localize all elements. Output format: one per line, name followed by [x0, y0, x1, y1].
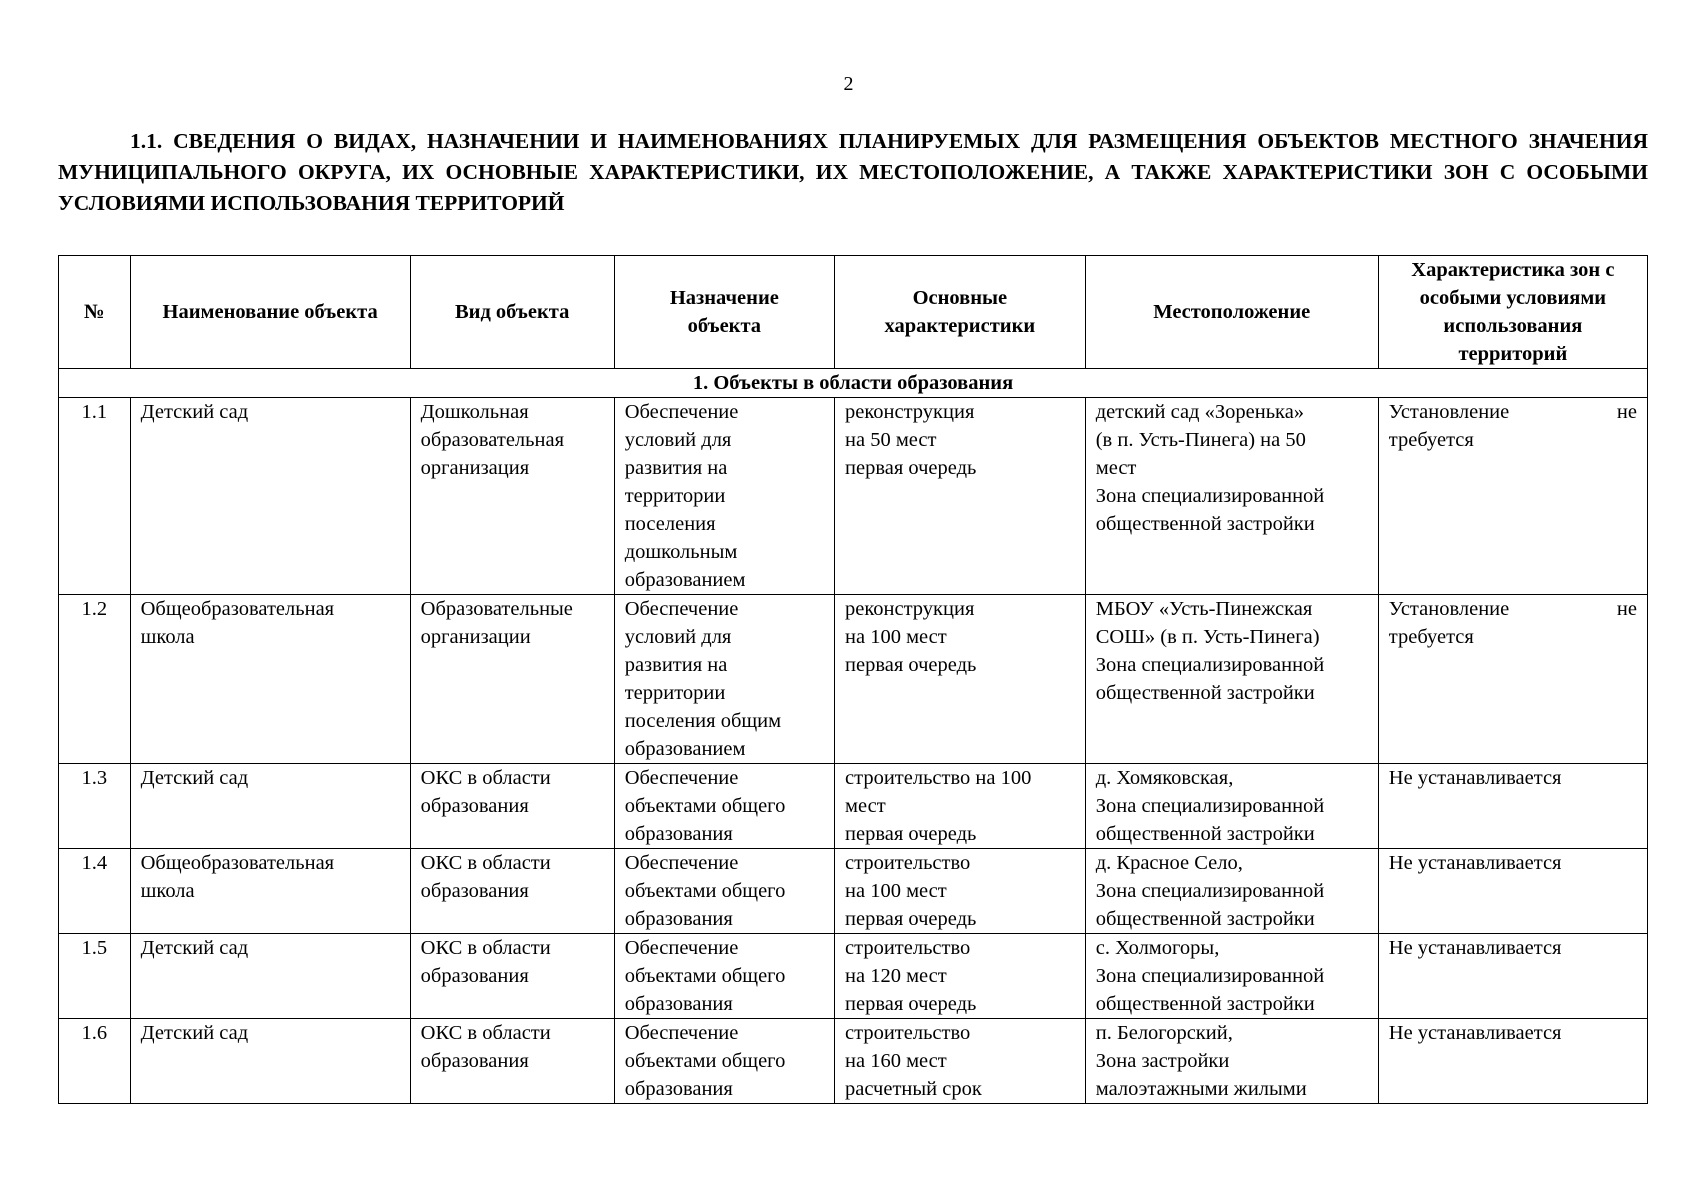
cell-location-line: общественной застройки: [1095, 908, 1315, 930]
cell-location-line: (в п. Усть-Пинега) на 50: [1095, 429, 1306, 451]
cell-characteristics-line: первая очередь: [845, 908, 977, 930]
table-row: [59, 595, 1648, 764]
cell-zones-word: Установление: [1388, 598, 1510, 620]
cell-location: [1085, 398, 1378, 595]
header-zones-line: особыми условиями: [1419, 287, 1607, 309]
cell-zones-line: требуется: [1388, 429, 1474, 451]
cell-zones-word: Установление: [1388, 401, 1510, 423]
cell-purpose-line: поселения общим: [624, 710, 782, 732]
cell-location-line: п. Белогорский,: [1095, 1022, 1233, 1044]
cell-purpose-line: Обеспечение: [624, 598, 739, 620]
cell-name: [130, 764, 410, 849]
cell-location-line: общественной застройки: [1095, 513, 1315, 535]
cell-location: [1085, 849, 1378, 934]
section-title: 1. Объекты в области образования: [59, 369, 1648, 398]
cell-zones: [1378, 934, 1647, 1019]
cell-location-line: Зона специализированной: [1095, 485, 1325, 507]
cell-zones-line: Не устанавливается: [1388, 937, 1562, 959]
cell-purpose-line: развития на: [624, 457, 728, 479]
cell-location-line: Зона специализированной: [1095, 965, 1325, 987]
header-type: Вид объекта: [410, 256, 614, 369]
cell-name-line: школа: [140, 880, 195, 902]
cell-num: 1.4: [59, 849, 131, 934]
cell-name-line: Детский сад: [140, 767, 249, 789]
cell-name-line: Общеобразовательная: [140, 852, 335, 874]
cell-purpose: [614, 849, 834, 934]
cell-purpose-line: объектами общего: [624, 1050, 786, 1072]
cell-purpose-line: Обеспечение: [624, 1022, 739, 1044]
cell-name-line: Детский сад: [140, 937, 249, 959]
cell-name-line: Общеобразовательная: [140, 598, 335, 620]
header-characteristics-line: Основные: [912, 287, 1008, 309]
cell-type-line: ОКС в области: [420, 937, 551, 959]
cell-name: [130, 934, 410, 1019]
cell-characteristics-line: строительство: [845, 937, 971, 959]
table-row: [59, 934, 1648, 1019]
cell-characteristics: [835, 849, 1086, 934]
cell-characteristics-line: реконструкция: [845, 598, 975, 620]
cell-zones: [1378, 595, 1647, 764]
cell-purpose: [614, 595, 834, 764]
table-row: [59, 849, 1648, 934]
cell-type-line: Дошкольная: [420, 401, 529, 423]
cell-location-line: д. Хомяковская,: [1095, 767, 1234, 789]
cell-name-line: Детский сад: [140, 1022, 249, 1044]
cell-purpose-line: условий для: [624, 429, 732, 451]
cell-characteristics-line: на 50 мест: [845, 429, 937, 451]
header-characteristics-line: характеристики: [884, 315, 1036, 337]
cell-zones-line: [1389, 398, 1637, 426]
cell-num: 1.2: [59, 595, 131, 764]
cell-purpose-line: Обеспечение: [624, 767, 739, 789]
cell-characteristics: [835, 595, 1086, 764]
cell-purpose-line: образованием: [624, 569, 746, 591]
cell-purpose: [614, 1019, 834, 1104]
cell-purpose: [614, 934, 834, 1019]
cell-type: [410, 1019, 614, 1104]
cell-zones: [1378, 764, 1647, 849]
cell-location-line: д. Красное Село,: [1095, 852, 1243, 874]
cell-num: 1.1: [59, 398, 131, 595]
cell-purpose-line: объектами общего: [624, 795, 786, 817]
cell-location: [1085, 595, 1378, 764]
cell-characteristics-line: первая очередь: [845, 993, 977, 1015]
header-zones-line: Характеристика зон с: [1411, 259, 1615, 281]
cell-type-line: ОКС в области: [420, 767, 551, 789]
cell-name: [130, 849, 410, 934]
header-purpose: [614, 256, 834, 369]
cell-type: [410, 595, 614, 764]
cell-type-line: образования: [420, 1050, 529, 1072]
cell-purpose-line: дошкольным: [624, 541, 738, 563]
cell-characteristics-line: строительство на 100: [845, 767, 1032, 789]
cell-type-line: ОКС в области: [420, 852, 551, 874]
cell-characteristics-line: мест: [845, 795, 886, 817]
table-row: [59, 1019, 1648, 1104]
cell-characteristics-line: первая очередь: [845, 823, 977, 845]
cell-name: [130, 1019, 410, 1104]
cell-purpose-line: Обеспечение: [624, 937, 739, 959]
cell-location-line: мест: [1095, 457, 1137, 479]
cell-purpose-line: объектами общего: [624, 880, 786, 902]
cell-name-line: Детский сад: [140, 401, 249, 423]
cell-location-line: детский сад «Зоренька»: [1095, 401, 1305, 423]
cell-type-line: организации: [420, 626, 531, 648]
cell-name: [130, 595, 410, 764]
cell-location: [1085, 1019, 1378, 1104]
cell-purpose: [614, 398, 834, 595]
cell-characteristics-line: на 160 мест: [845, 1050, 947, 1072]
cell-zones-line: [1389, 595, 1637, 623]
cell-location-line: общественной застройки: [1095, 823, 1315, 845]
cell-type-line: образовательная: [420, 429, 565, 451]
cell-purpose-line: территории: [624, 682, 726, 704]
cell-purpose-line: Обеспечение: [624, 401, 739, 423]
cell-zones-line: Не устанавливается: [1388, 767, 1562, 789]
cell-purpose-line: поселения: [624, 513, 716, 535]
cell-type-line: ОКС в области: [420, 1022, 551, 1044]
cell-purpose-line: образования: [624, 823, 733, 845]
table-row: [59, 764, 1648, 849]
header-location: Местоположение: [1085, 256, 1378, 369]
cell-type-line: образования: [420, 880, 529, 902]
cell-type-line: организация: [420, 457, 530, 479]
cell-location-line: МБОУ «Усть-Пинежская: [1095, 598, 1313, 620]
cell-purpose-line: образования: [624, 1078, 733, 1100]
cell-zones: [1378, 849, 1647, 934]
header-characteristics: [835, 256, 1086, 369]
header-purpose-line: Назначение: [669, 287, 779, 309]
cell-characteristics: [835, 398, 1086, 595]
cell-location: [1085, 764, 1378, 849]
section-row: [59, 369, 1648, 398]
cell-characteristics-line: строительство: [845, 1022, 971, 1044]
cell-characteristics-line: реконструкция: [845, 401, 975, 423]
cell-characteristics-line: первая очередь: [845, 654, 977, 676]
cell-location-line: СОШ» (в п. Усть-Пинега): [1095, 626, 1320, 648]
cell-zones: [1378, 1019, 1647, 1104]
cell-num: 1.3: [59, 764, 131, 849]
cell-zones-line: требуется: [1388, 626, 1474, 648]
header-num: №: [59, 256, 131, 369]
cell-zones-line: Не устанавливается: [1388, 852, 1562, 874]
cell-purpose-line: Обеспечение: [624, 852, 739, 874]
cell-purpose-line: образования: [624, 993, 733, 1015]
cell-zones-word: не: [1616, 598, 1637, 620]
cell-purpose-line: территории: [624, 485, 726, 507]
cell-purpose-line: образованием: [624, 738, 746, 760]
cell-zones-line: Не устанавливается: [1388, 1022, 1562, 1044]
cell-characteristics-line: на 100 мест: [845, 880, 947, 902]
cell-location-line: общественной застройки: [1095, 682, 1315, 704]
cell-characteristics-line: первая очередь: [845, 457, 977, 479]
cell-type: [410, 764, 614, 849]
cell-characteristics: [835, 1019, 1086, 1104]
header-name: Наименование объекта: [130, 256, 410, 369]
cell-characteristics: [835, 934, 1086, 1019]
cell-type: [410, 934, 614, 1019]
table-header-row: [59, 256, 1648, 369]
cell-characteristics-line: на 120 мест: [845, 965, 947, 987]
cell-location-line: общественной застройки: [1095, 993, 1315, 1015]
cell-characteristics: [835, 764, 1086, 849]
cell-location-line: Зона специализированной: [1095, 654, 1325, 676]
cell-num: 1.6: [59, 1019, 131, 1104]
section-heading: 1.1. СВЕДЕНИЯ О ВИДАХ, НАЗНАЧЕНИИ И НАИМЕНОВАНИЯХ ПЛАНИРУЕМЫХ ДЛЯ РАЗМЕЩЕНИЯ ОБЪЕКТОВ МЕСТНОГО ЗНАЧЕНИЯ МУНИЦИПАЛЬНОГО ОКРУГА, ИХ ОСНОВНЫЕ ХАРАКТЕРИСТИКИ, ИХ МЕСТОПОЛОЖЕНИЕ, А ТАКЖЕ ХАРАКТЕРИСТИКИ ЗОН С ОСОБЫМИ УСЛОВИЯМИ ИСПОЛЬЗОВАНИЯ ТЕРРИТОРИЙ: [58, 129, 1648, 215]
header-purpose-line: объекта: [687, 315, 762, 337]
objects-table: [58, 255, 1648, 1104]
cell-characteristics-line: на 100 мест: [845, 626, 947, 648]
cell-characteristics-line: расчетный срок: [845, 1078, 982, 1100]
header-zones-line: использования: [1443, 315, 1583, 337]
cell-name-line: школа: [140, 626, 195, 648]
table-row: [59, 398, 1648, 595]
cell-zones: [1378, 398, 1647, 595]
cell-location-line: Зона застройки: [1095, 1050, 1230, 1072]
cell-zones-word: не: [1616, 401, 1637, 423]
cell-type-line: Образовательные: [420, 598, 573, 620]
cell-purpose-line: образования: [624, 908, 733, 930]
cell-location-line: Зона специализированной: [1095, 880, 1325, 902]
cell-purpose: [614, 764, 834, 849]
page-number: 2: [843, 73, 854, 95]
cell-type: [410, 398, 614, 595]
header-zones: [1378, 256, 1647, 369]
cell-purpose-line: развития на: [624, 654, 728, 676]
cell-location-line: малоэтажными жилыми: [1095, 1078, 1307, 1100]
cell-type: [410, 849, 614, 934]
cell-purpose-line: условий для: [624, 626, 732, 648]
cell-type-line: образования: [420, 795, 529, 817]
cell-purpose-line: объектами общего: [624, 965, 786, 987]
cell-location: [1085, 934, 1378, 1019]
cell-name: [130, 398, 410, 595]
cell-num: 1.5: [59, 934, 131, 1019]
cell-characteristics-line: строительство: [845, 852, 971, 874]
cell-location-line: с. Холмогоры,: [1095, 937, 1220, 959]
cell-location-line: Зона специализированной: [1095, 795, 1325, 817]
header-zones-line: территорий: [1458, 343, 1568, 365]
cell-type-line: образования: [420, 965, 529, 987]
